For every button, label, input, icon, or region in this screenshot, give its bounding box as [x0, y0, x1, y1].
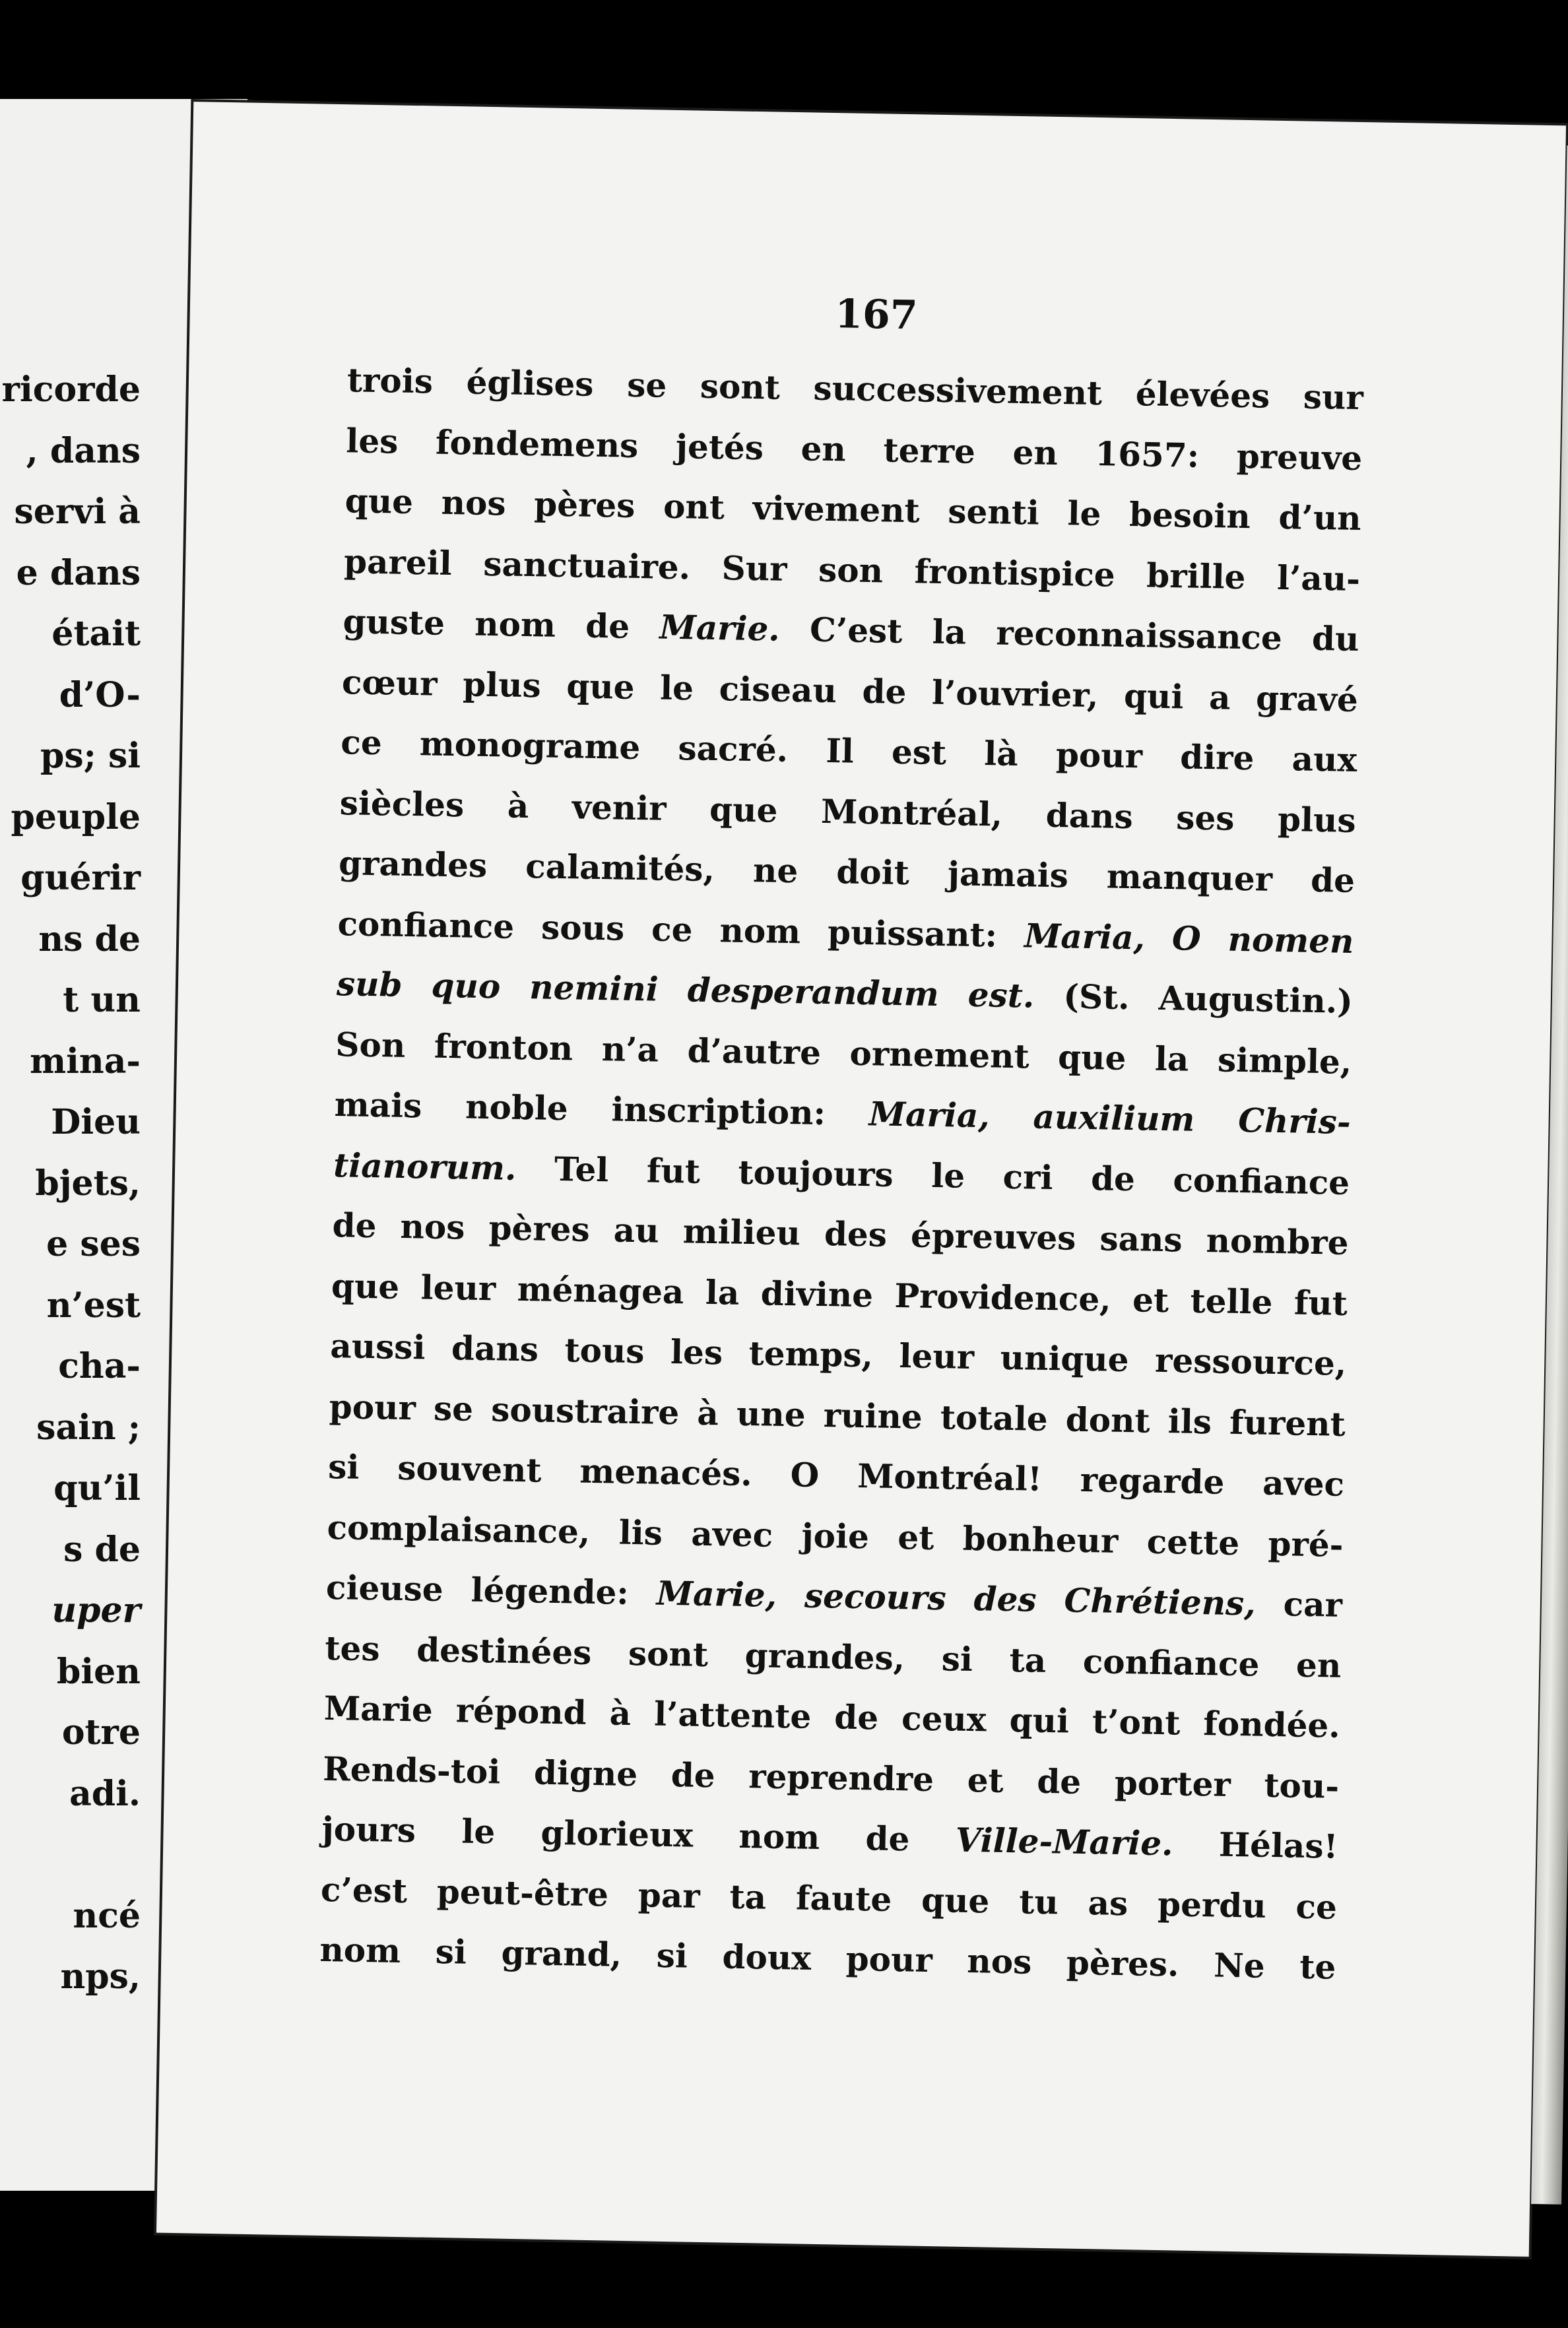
left-text-line: e ses: [46, 1224, 141, 1264]
left-text-line: peuple: [11, 796, 141, 837]
italic-text: Marie.: [659, 607, 781, 649]
text-run: grandes calamités, ne doit jamais manquer de: [338, 843, 1356, 900]
text-run: c’est peut-être par ta faute que tu as perdu ce: [320, 1869, 1338, 1927]
left-text-line: qu’il: [53, 1468, 141, 1508]
italic-text: sub quo nemini desperandum est.: [336, 964, 1035, 1016]
left-text-line: était: [51, 614, 141, 654]
left-text-line: e dans: [16, 552, 141, 593]
left-text-line: ricorde: [1, 370, 141, 410]
left-text-line: ns de: [38, 919, 141, 959]
left-text-line: ps; si: [40, 736, 141, 776]
left-text-line: otre: [61, 1712, 141, 1753]
left-text-line: ncé: [73, 1895, 141, 1936]
text-run: Rends-toi digne de reprendre et de porter tou-: [322, 1749, 1340, 1806]
page-edge: [1531, 145, 1568, 2204]
text-run: jours le glorieux nom de: [321, 1809, 956, 1859]
left-text-line: nps,: [60, 1956, 141, 1997]
text-run: nom si grand, si doux pour nos pères. Ne te: [319, 1929, 1336, 1987]
text-run: tes destinées sont grandes, si ta confiance en: [324, 1628, 1342, 1685]
left-text-line: adi.: [69, 1773, 141, 1814]
left-page-text: [2, 360, 141, 2008]
italic-text: Maria, O nomen: [1024, 915, 1354, 961]
left-text-line: guérir: [20, 858, 141, 898]
left-text-line: t un: [63, 980, 141, 1020]
text-run: pareil sanctuaire. Sur son frontispice brille l’au-: [343, 541, 1361, 598]
left-text-line: bjets,: [35, 1163, 141, 1204]
left-text-line: s de: [63, 1529, 141, 1570]
text-run: de nos pères au milieu des épreuves sans nombre: [332, 1206, 1349, 1262]
text-run: guste nom de: [343, 602, 660, 647]
text-run: pour se soustraire à une ruine totale dont ils furent: [329, 1386, 1346, 1444]
body-text: [319, 350, 1364, 1997]
text-run: C’est la reconnaissance du: [779, 609, 1359, 659]
left-text-line: mina-: [30, 1041, 141, 1082]
left-text-line: d’O-: [59, 674, 141, 715]
left-text-line: servi à: [14, 492, 141, 532]
text-run: que leur ménagea la divine Providence, et telle fut: [331, 1266, 1348, 1323]
text-run: Marie répond à l’attente de ceux qui t’ont fondée.: [323, 1688, 1341, 1745]
text-run: Tel fut toujours le cri de confiance: [515, 1148, 1350, 1202]
left-text-line: cha-: [58, 1346, 141, 1386]
text-run: les fondemens jetés en terre en 1657: preuve: [345, 420, 1363, 478]
left-text-line: [2, 1825, 141, 1886]
text-run: cieuse légende:: [325, 1567, 657, 1613]
text-run: cœur plus que le ciseau de l’ouvrier, qui a gravé: [341, 662, 1359, 719]
italic-text: Marie, secours des Chrétiens,: [656, 1573, 1257, 1623]
text-run: mais noble inscription:: [334, 1085, 870, 1134]
text-run: complaisance, lis avec joie et bonheur cette pré-: [327, 1507, 1344, 1565]
italic-text: Maria, auxilium Chris-: [868, 1094, 1352, 1142]
left-text-line: , dans: [26, 430, 141, 471]
left-text-line: sain ;: [36, 1407, 141, 1448]
page-number: 167: [834, 291, 919, 339]
text-run: confiance sous ce nom puissant:: [337, 903, 1025, 955]
text-run: que nos pères ont vivement senti le besoin d’un: [344, 481, 1362, 538]
text-run: Hélas!: [1173, 1824, 1338, 1866]
text-run: Son fronton n’a d’autre ornement que la simple,: [335, 1024, 1352, 1082]
left-text-line: Dieu: [51, 1102, 141, 1142]
text-run: ce monograme sacré. Il est là pour dire aux: [340, 723, 1357, 780]
text-run: aussi dans tous les temps, leur unique ressource,: [329, 1326, 1347, 1383]
text-run: (St. Augustin.): [1033, 976, 1354, 1021]
text-run: si souvent menacés. O Montréal! regarde avec: [327, 1446, 1345, 1504]
italic-text: tianorum.: [333, 1145, 517, 1188]
italic-text: Ville-Marie.: [955, 1820, 1174, 1863]
left-text-line: bien: [56, 1651, 141, 1692]
left-text-line: uper: [51, 1590, 141, 1631]
right-page: [156, 102, 1566, 2257]
text-run: car: [1255, 1584, 1343, 1625]
text-run: siècles à venir que Montréal, dans ses plus: [339, 783, 1357, 840]
left-text-line: n’est: [46, 1285, 141, 1326]
text-run: trois églises se sont successivement élevées sur: [346, 360, 1364, 418]
